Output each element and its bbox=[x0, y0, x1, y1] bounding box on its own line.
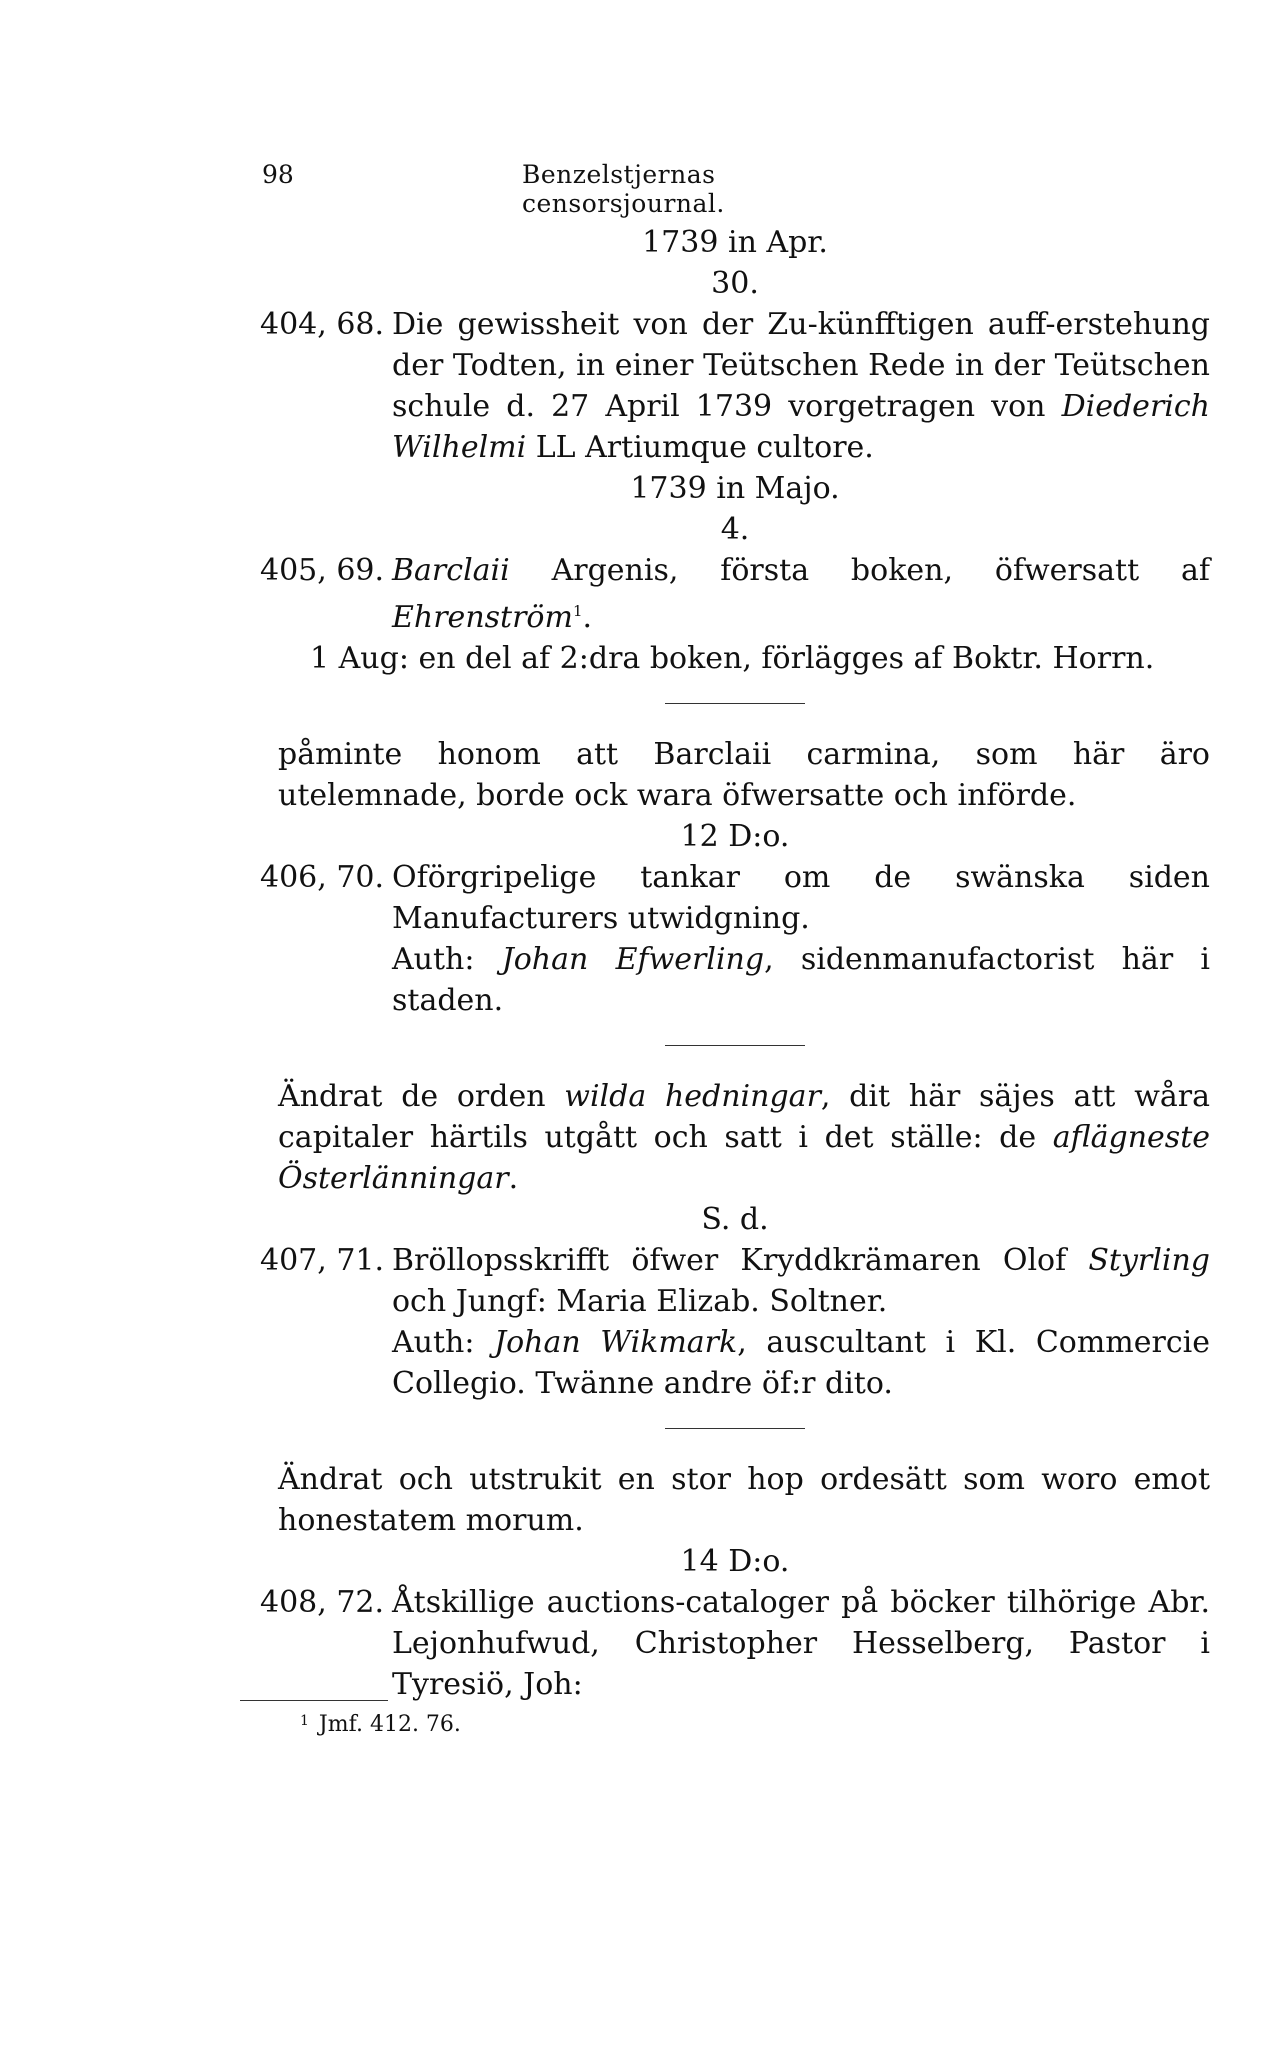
journal-entry bbox=[260, 857, 1210, 939]
person-name: Styrling bbox=[1088, 1243, 1210, 1278]
entry-text: Argenis, första boken, öfwersatt af bbox=[509, 553, 1210, 588]
author-name: Johan Wikmark bbox=[494, 1325, 738, 1360]
footnote-text: Jmf. 412. 76. bbox=[318, 1712, 461, 1737]
entry-number: 408, 72. bbox=[260, 1585, 385, 1620]
entry-number: 406, 70. bbox=[260, 860, 385, 895]
entry-text: Auth: bbox=[392, 942, 502, 977]
journal-entry bbox=[260, 1240, 1210, 1322]
page-number: 98 bbox=[262, 160, 294, 189]
journal-body bbox=[260, 222, 1210, 1705]
censor-note bbox=[260, 1076, 1210, 1199]
entry-author-line bbox=[260, 1322, 1210, 1404]
entry-number: 407, 71. bbox=[260, 1243, 385, 1278]
journal-entry bbox=[260, 304, 1210, 468]
date-heading: 4. bbox=[720, 512, 750, 547]
quoted-phrase: wilda hedningar bbox=[564, 1079, 821, 1114]
note-text: påminte honom att Barclaii carmina, som här äro utelemnade, borde ock wara öfwersatte och införde. bbox=[278, 737, 1210, 813]
note-text: . bbox=[508, 1161, 519, 1196]
entry-text: , sidenmanufactorist här i staden. bbox=[392, 942, 1210, 1018]
date-heading: 14 D:o. bbox=[680, 1544, 790, 1579]
entry-text: LL Artiumque cultore. bbox=[526, 430, 874, 465]
entry-text: och Jungf: Maria Elizab. Soltner. bbox=[392, 1284, 888, 1319]
entry-continuation bbox=[260, 638, 1210, 679]
censor-note bbox=[260, 734, 1210, 816]
date-heading: 1739 in Apr. bbox=[642, 225, 828, 260]
separator-rule bbox=[665, 1428, 805, 1429]
entry-number: 405, 69. bbox=[260, 553, 385, 588]
entry-text: , auscultant i Kl. Commercie Collegio. Twänne andre öf:r dito. bbox=[392, 1325, 1210, 1401]
running-title: Benzelstjernas censorsjournal. bbox=[522, 160, 725, 218]
entry-text: 1 Aug: en del af 2:dra boken, förlägges af Boktr. Horrn. bbox=[310, 641, 1155, 676]
entry-text: Bröllopsskrifft öfwer Kryddkrämaren Olof bbox=[392, 1243, 1089, 1278]
entry-text: Auth: bbox=[392, 1325, 495, 1360]
date-heading: 30. bbox=[711, 266, 759, 301]
date-heading: S. d. bbox=[701, 1202, 769, 1237]
footnote-rule bbox=[240, 1700, 388, 1701]
entry-text: . bbox=[582, 600, 593, 635]
footnote-mark: 1 bbox=[300, 1713, 309, 1729]
note-text: Ändrat och utstrukit en stor hop ordesätt som woro emot honestatem morum. bbox=[278, 1462, 1210, 1538]
quoted-phrase: aflägneste Österlänningar bbox=[278, 1120, 1210, 1196]
entry-author-line bbox=[260, 939, 1210, 1021]
journal-entry bbox=[260, 550, 1210, 638]
journal-entry bbox=[260, 1582, 1210, 1705]
separator-rule bbox=[665, 1045, 805, 1046]
footnote bbox=[300, 1712, 461, 1737]
translator-name: Ehrenström bbox=[392, 600, 573, 635]
censor-note bbox=[260, 1459, 1210, 1541]
separator-rule bbox=[665, 703, 805, 704]
note-text: Ändrat de orden bbox=[278, 1079, 565, 1114]
author-name: Johan Efwerling bbox=[501, 942, 765, 977]
footnote-marker: 1 bbox=[572, 602, 583, 620]
entry-text: Oförgripelige tankar om de swänska siden Manufacturers utwidgning. bbox=[392, 860, 1210, 936]
date-heading: 1739 in Majo. bbox=[630, 471, 840, 506]
entry-text: Åtskillige auctions-cataloger på böcker tilhörige Abr. Lejonhufwud, Christopher Hesselberg, Pastor i Tyresiö, Joh: bbox=[392, 1585, 1210, 1702]
note-text: , dit här säjes att wåra capitaler härtils utgått och satt i det ställe: de bbox=[278, 1079, 1210, 1155]
date-heading: 12 D:o. bbox=[680, 819, 790, 854]
author-name: Diederich Wilhelmi bbox=[392, 389, 1210, 465]
entry-number: 404, 68. bbox=[260, 307, 385, 342]
entry-text: Die gewissheit von der Zu-künfftigen auff-erstehung der Todten, in einer Teütschen Rede in der Teütschen schule d. 27 April 1739 vorgetragen von bbox=[392, 307, 1210, 424]
author-name: Barclaii bbox=[392, 553, 510, 588]
